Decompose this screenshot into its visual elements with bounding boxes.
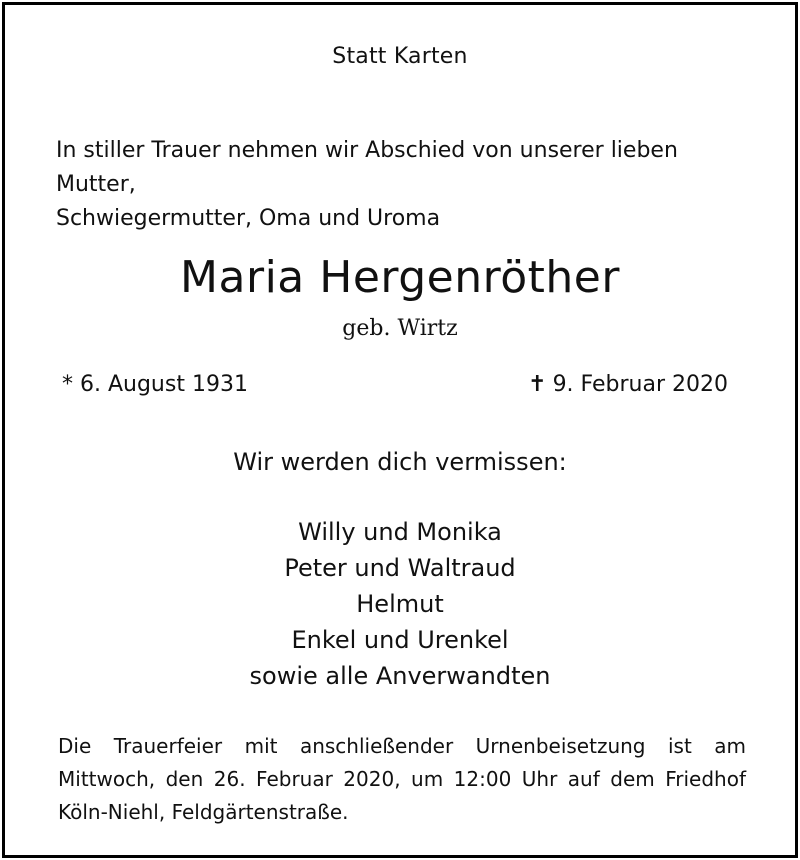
- intro-text: [56, 134, 756, 236]
- ceremony-line-3: Köln-Niehl, Feldgärtenstraße.: [58, 800, 349, 824]
- deceased-name: Maria Hergenröther: [180, 252, 620, 303]
- maiden-name: geb. Wirtz: [342, 316, 458, 341]
- family-member: Enkel und Urenkel: [291, 626, 509, 654]
- death-date-row: [528, 372, 728, 397]
- notice-header: Statt Karten: [332, 44, 468, 69]
- family-member: sowie alle Anverwandten: [249, 662, 551, 690]
- ceremony-info: [58, 730, 746, 829]
- family-member: Peter und Waltraud: [284, 554, 516, 582]
- intro-line-1: In stiller Trauer nehmen wir Abschied von unserer lieben Mutter,: [56, 138, 678, 197]
- intro-line-2: Schwiegermutter, Oma und Uroma: [56, 206, 441, 231]
- miss-line: Wir werden dich vermissen:: [233, 448, 567, 476]
- family-list: [0, 514, 800, 694]
- family-member: Willy und Monika: [298, 518, 502, 546]
- cross-icon: ✝: [528, 372, 547, 397]
- birth-date: * 6. August 1931: [62, 372, 248, 397]
- ceremony-line-1: Die Trauerfeier mit anschließender Urnenbeisetzung ist am: [58, 734, 746, 758]
- ceremony-line-2: Mittwoch, den 26. Februar 2020, um 12:00 Uhr auf dem Friedhof: [58, 767, 746, 791]
- family-member: Helmut: [356, 590, 444, 618]
- death-date: 9. Februar 2020: [552, 372, 728, 397]
